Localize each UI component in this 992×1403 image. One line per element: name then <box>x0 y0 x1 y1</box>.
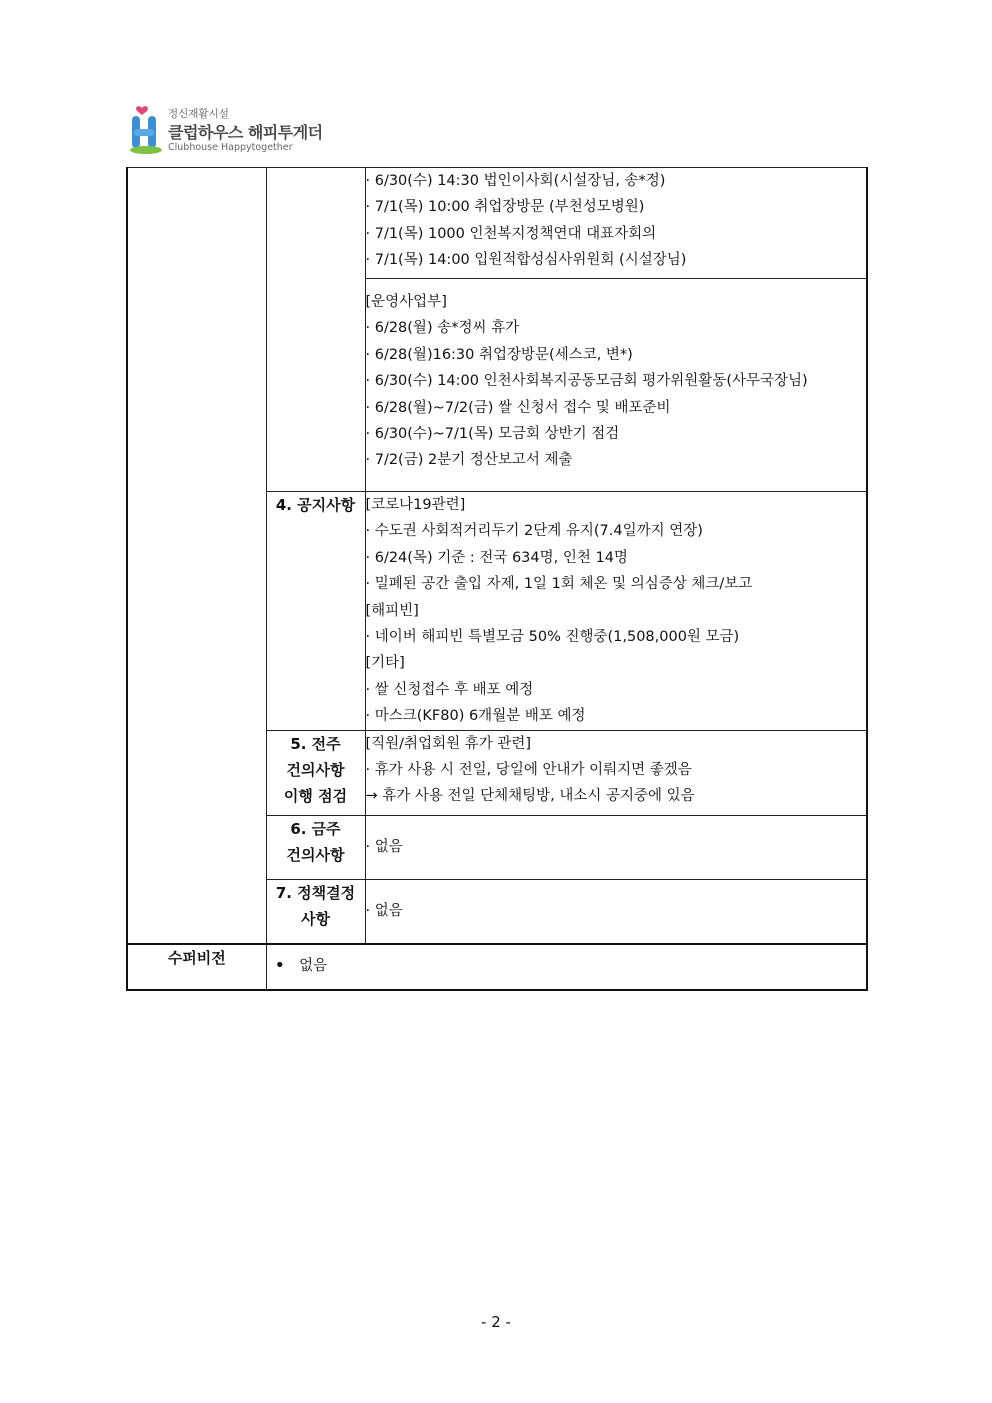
list-item: · 7/1(목) 14:00 입원적합성심사위원회 (시설장님) <box>365 252 687 269</box>
label-line: 6. 금주 <box>290 819 341 838</box>
clubhouse-logo-icon <box>128 104 164 156</box>
list-item: · 6/30(수) 14:00 인천사회복지공동모금회 평가위원활동(사무국장님) <box>365 373 808 390</box>
list-item: · 6/28(월)~7/2(금) 쌀 신청서 접수 및 배포준비 <box>365 399 671 416</box>
list-item: · 6/28(월) 송*정씨 휴가 <box>365 320 520 337</box>
list-item: · 6/30(수) 14:30 법인이사회(시설장님, 송*정) <box>365 173 666 189</box>
this-week-suggestions-cell <box>365 815 867 879</box>
org-name-english: Clubhouse Happytogether <box>168 142 293 153</box>
section-heading: [직원/취업회원 휴가 관련] <box>365 735 531 752</box>
section-heading: [해피빈] <box>365 602 419 619</box>
org-subtitle: 정신재활시설 <box>168 108 229 120</box>
empty-category-cell <box>127 168 266 944</box>
list-item: · 수도권 사회적거리두기 2단계 유지(7.4일까지 연장) <box>365 523 703 540</box>
notice-cell <box>365 492 867 731</box>
list-item: · 쌀 신청접수 후 배포 예정 <box>365 681 534 698</box>
meeting-minutes-table <box>126 167 868 991</box>
list-item: · 7/2(금) 2분기 정산보고서 제출 <box>365 452 573 469</box>
this-week-suggestions-label <box>266 815 365 879</box>
list-item: · 7/1(목) 1000 인천복지정책연대 대표자회의 <box>365 225 657 242</box>
supervision-text: 없음 <box>299 958 328 975</box>
policy-decision-cell <box>365 879 867 944</box>
label-line: 이행 점검 <box>283 787 348 806</box>
list-item: · 7/1(목) 10:00 취업장방문 (부천성모병원) <box>365 199 645 216</box>
empty-label-cell <box>266 168 365 492</box>
list-item: · 없음 <box>365 902 403 919</box>
supervision-label: 수퍼비전 <box>127 944 266 990</box>
supervision-cell <box>266 944 867 990</box>
label-line: 5. 전주 <box>290 734 341 753</box>
label-line: 건의사항 <box>286 846 345 865</box>
list-item: · 6/28(월)16:30 취업장방문(세스코, 변*) <box>365 346 633 363</box>
section-heading: [운영사업부] <box>365 294 447 310</box>
schedule-cell <box>365 168 867 279</box>
table-row <box>127 944 867 990</box>
label-line: 7. 정책결정 <box>275 883 356 902</box>
label-line: 사항 <box>301 910 330 929</box>
list-item: → 휴가 사용 전일 단체채팅방, 내소시 공지중에 있음 <box>365 788 695 805</box>
organization-logo <box>128 104 388 158</box>
table-row <box>127 168 867 279</box>
list-item: · 네이버 해피빈 특별모금 50% 진행중(1,508,000원 모금) <box>365 629 740 646</box>
list-item: · 6/24(목) 기준 : 전국 634명, 인천 14명 <box>365 549 628 566</box>
policy-decision-label <box>266 879 365 944</box>
previous-suggestions-cell <box>365 730 867 815</box>
org-name: 클럽하우스 해피투게더 <box>168 123 323 142</box>
operations-cell <box>365 279 867 492</box>
previous-suggestions-label <box>266 730 365 815</box>
list-item: · 6/30(수)~7/1(목) 모금회 상반기 점검 <box>365 426 620 443</box>
notice-label: 4. 공지사항 <box>266 492 365 731</box>
bullet-icon: • <box>274 955 286 977</box>
section-heading: [코로나19관련] <box>365 497 466 513</box>
list-item: · 마스크(KF80) 6개월분 배포 예정 <box>365 708 586 725</box>
section-heading: [기타] <box>365 655 405 672</box>
label-line: 건의사항 <box>286 761 345 780</box>
list-item: · 밀폐된 공간 출입 자제, 1일 1회 체온 및 의심증상 체크/보고 <box>365 576 753 593</box>
list-item: · 휴가 사용 시 전일, 당일에 안내가 이뤄지면 좋겠음 <box>365 762 692 779</box>
list-item: · 없음 <box>365 838 403 855</box>
page-number: - 2 - <box>481 1313 511 1331</box>
